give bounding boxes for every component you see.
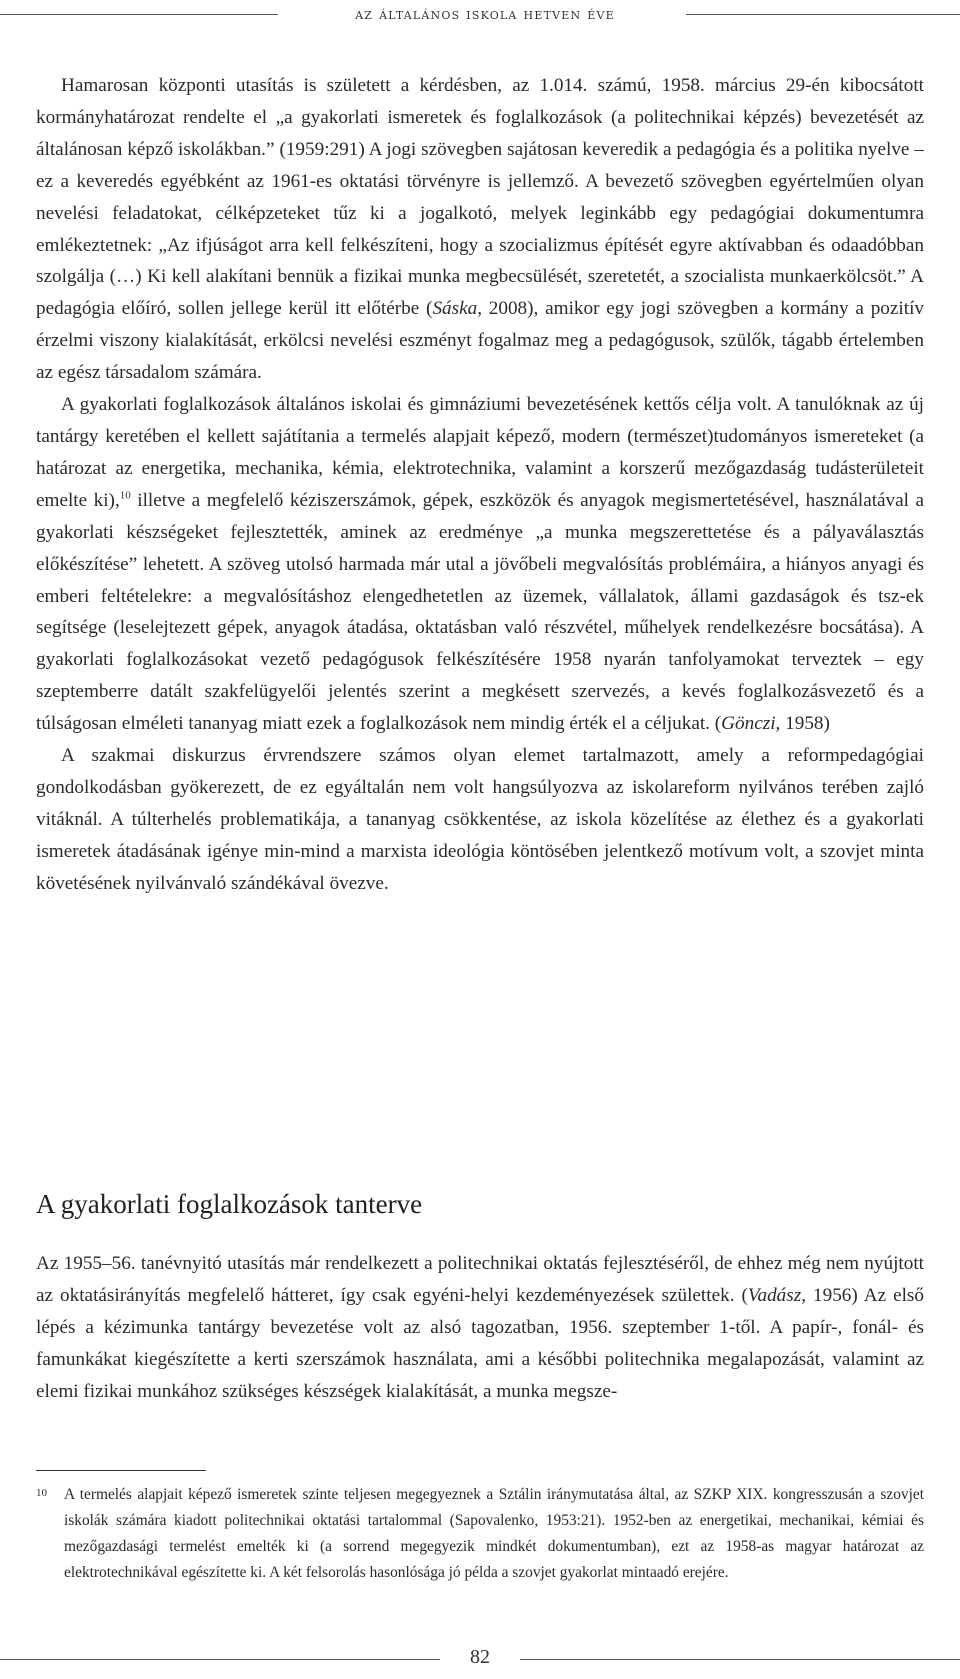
section-paragraph-1: Az 1955–56. tanévnyitó utasítás már rendelkezett a politechnikai oktatás fejlesztéséről, de ehhez még nem nyújtott az oktatásirányítás megfelelő hátteret, így csak egyéni-helyi kezdeményezések születtek. (Vadász, 1956) Az első lépés a kézimunka tantárgy bevezetése volt az alsó tagozatban, 1956. szeptember 1-től. A papír-, fonál- és famunkákat kiegészítette a kerti szerszámok használata, ami a későbbi politechnika megalapozását, valamint az elemi fizikai munkához szükséges készségek kialakítását, a munka megsze- — [36, 1253, 924, 1402]
header-rule-right — [686, 14, 960, 15]
running-header-title: az általános iskola hetven éve — [355, 5, 615, 23]
footnote-ref[interactable]: 10 — [119, 489, 131, 502]
footnote-number: 10 — [36, 1487, 47, 1499]
page-number: 82 — [470, 1646, 490, 1668]
citation-saska: Sáska — [432, 298, 478, 320]
citation-vadasz: Vadász — [747, 1284, 802, 1306]
footnote — [36, 1482, 924, 1586]
footnote-text: A termelés alapjait képező ismeretek szinte teljesen megegyeznek a Sztálin iránymutatása által, az SZKP XIX. kongresszusán a szovjet iskolák számára kiadott politechnikai oktatási tartalommal (Sapovalenko, 1953:21). 1952-ben az energetikai, mechanikai, kémiai és mezőgazdasági termelést emelték ki (a sorrend megegyezik mindkét dokumentumban), ezt az 1958-as magyar határozat az elektrotechnikával egészítette ki. A két felsorolás hasonlósága jó példa a szovjet gyakorlat mintaadó erejére. — [64, 1486, 924, 1581]
footnote-separator — [36, 1470, 206, 1471]
paragraph-1: Hamarosan központi utasítás is született a kérdésben, az 1.014. számú, 1958. március 29-én kibocsátott kormányhatározat rendelte el „a gyakorlati ismeretek és foglalkozások (a politechnikai képzés) bevezetését az általánosan képző iskolákban.” (1959:291) A jogi szövegben sajátosan keveredik a pedagógia és a politika nyelve – ez a keveredés egyébként az 1961-es oktatási törvényre is jellemző. A bevezető szövegben egyértelműen olyan nevelési feladatokat, célképzeteket tűz ki a jogalkotó, melyek leginkább egy pedagógiai dokumentumra emlékeztetnek: „Az ifjúságot arra kell felkészíteni, hogy a szocializmus építését egyre aktívabban és odaadóbban szolgálja (…) Ki kell alakítani bennük a fizikai munka megbecsülését, szeretetét, a szocialista munkaerkölcsöt.” A pedagógia előíró, sollen jellege kerül itt előtérbe (Sáska, 2008), amikor egy jogi szövegben a kormány a pozitív érzelmi viszony kialakítását, erkölcsi nevelési eszményt fogalmaz meg a pedagógusok, szülők, tágabb értelemben az egész társadalom számára. — [36, 75, 924, 384]
page-footer — [0, 1646, 960, 1670]
footer-rule-left — [0, 1659, 440, 1660]
footer-rule-right — [520, 1659, 960, 1660]
running-header — [0, 0, 960, 34]
citation-gonczi: Gönczi — [721, 713, 776, 735]
section-heading: A gyakorlati foglalkozások tanterve — [36, 1189, 423, 1219]
paragraph-2: A gyakorlati foglalkozások általános iskolai és gimnáziumi bevezetésének kettős célja volt. A tanulóknak az új tantárgy keretében el kellett sajátítania a termelés alapjait képező, modern (természet)tudományos ismereteket (a határozat az energetika, mechanika, kémia, elektrotechnika, valamint a korszerű mezőgazdaság tudásterületeit emelte ki),$^{10}$ illetve a megfelelő kéziszerszámok, gépek, eszközök és anyagok megismertetésével, használatával a gyakorlati készségeket fejlesztették, aminek az eredménye „a munka megszerettetése és a pályaválasztás előkészítése” lehetett. A szöveg utolsó harmada már utal a jövőbeli megvalósítás problémáira, a hiányos anyagi és emberi feltételekre: a megvalósításhoz elengedhetetlen az üzemek, vállalatok, állami gazdaságok és tsz-ek segítsége (leselejtezett gépek, anyagok átadása, oktatásban való részvétel, műhelyek rendelkezésre bocsátása). A gyakorlati foglalkozásokat vezető pedagógusok felkészítésére 1958 nyarán tanfolyamokat terveztek – egy szeptemberre datált szakfelügyelői jelentés szerint a megkésett szervezés, a kevés foglalkozásvezető és a túlságosan elméleti tananyag miatt ezek a foglalkozások nem mindig érték el a céljukat. (Gönczi, 1958) — [36, 394, 925, 735]
paragraph-3: A szakmai diskurzus érvrendszere számos olyan elemet tartalmazott, amely a reformpedagógiai gondolkodásban gyökerezett, de ez egyáltalán nem volt hangsúlyozva az iskolareform nyilvános terében zajló vitáknál. A túlterhelés problematikája, a tananyag csökkentése, az iskola közelítése az élethez és a gyakorlati ismeretek átadásának igénye min-mind a marxista ideológia köntösében jelentkező motívum volt, a szovjet minta követésének nyilvánvaló szándékával övezve. — [36, 745, 924, 894]
header-rule-left — [0, 14, 278, 15]
main-body-text — [36, 70, 924, 900]
section-body-text — [36, 1248, 924, 1408]
